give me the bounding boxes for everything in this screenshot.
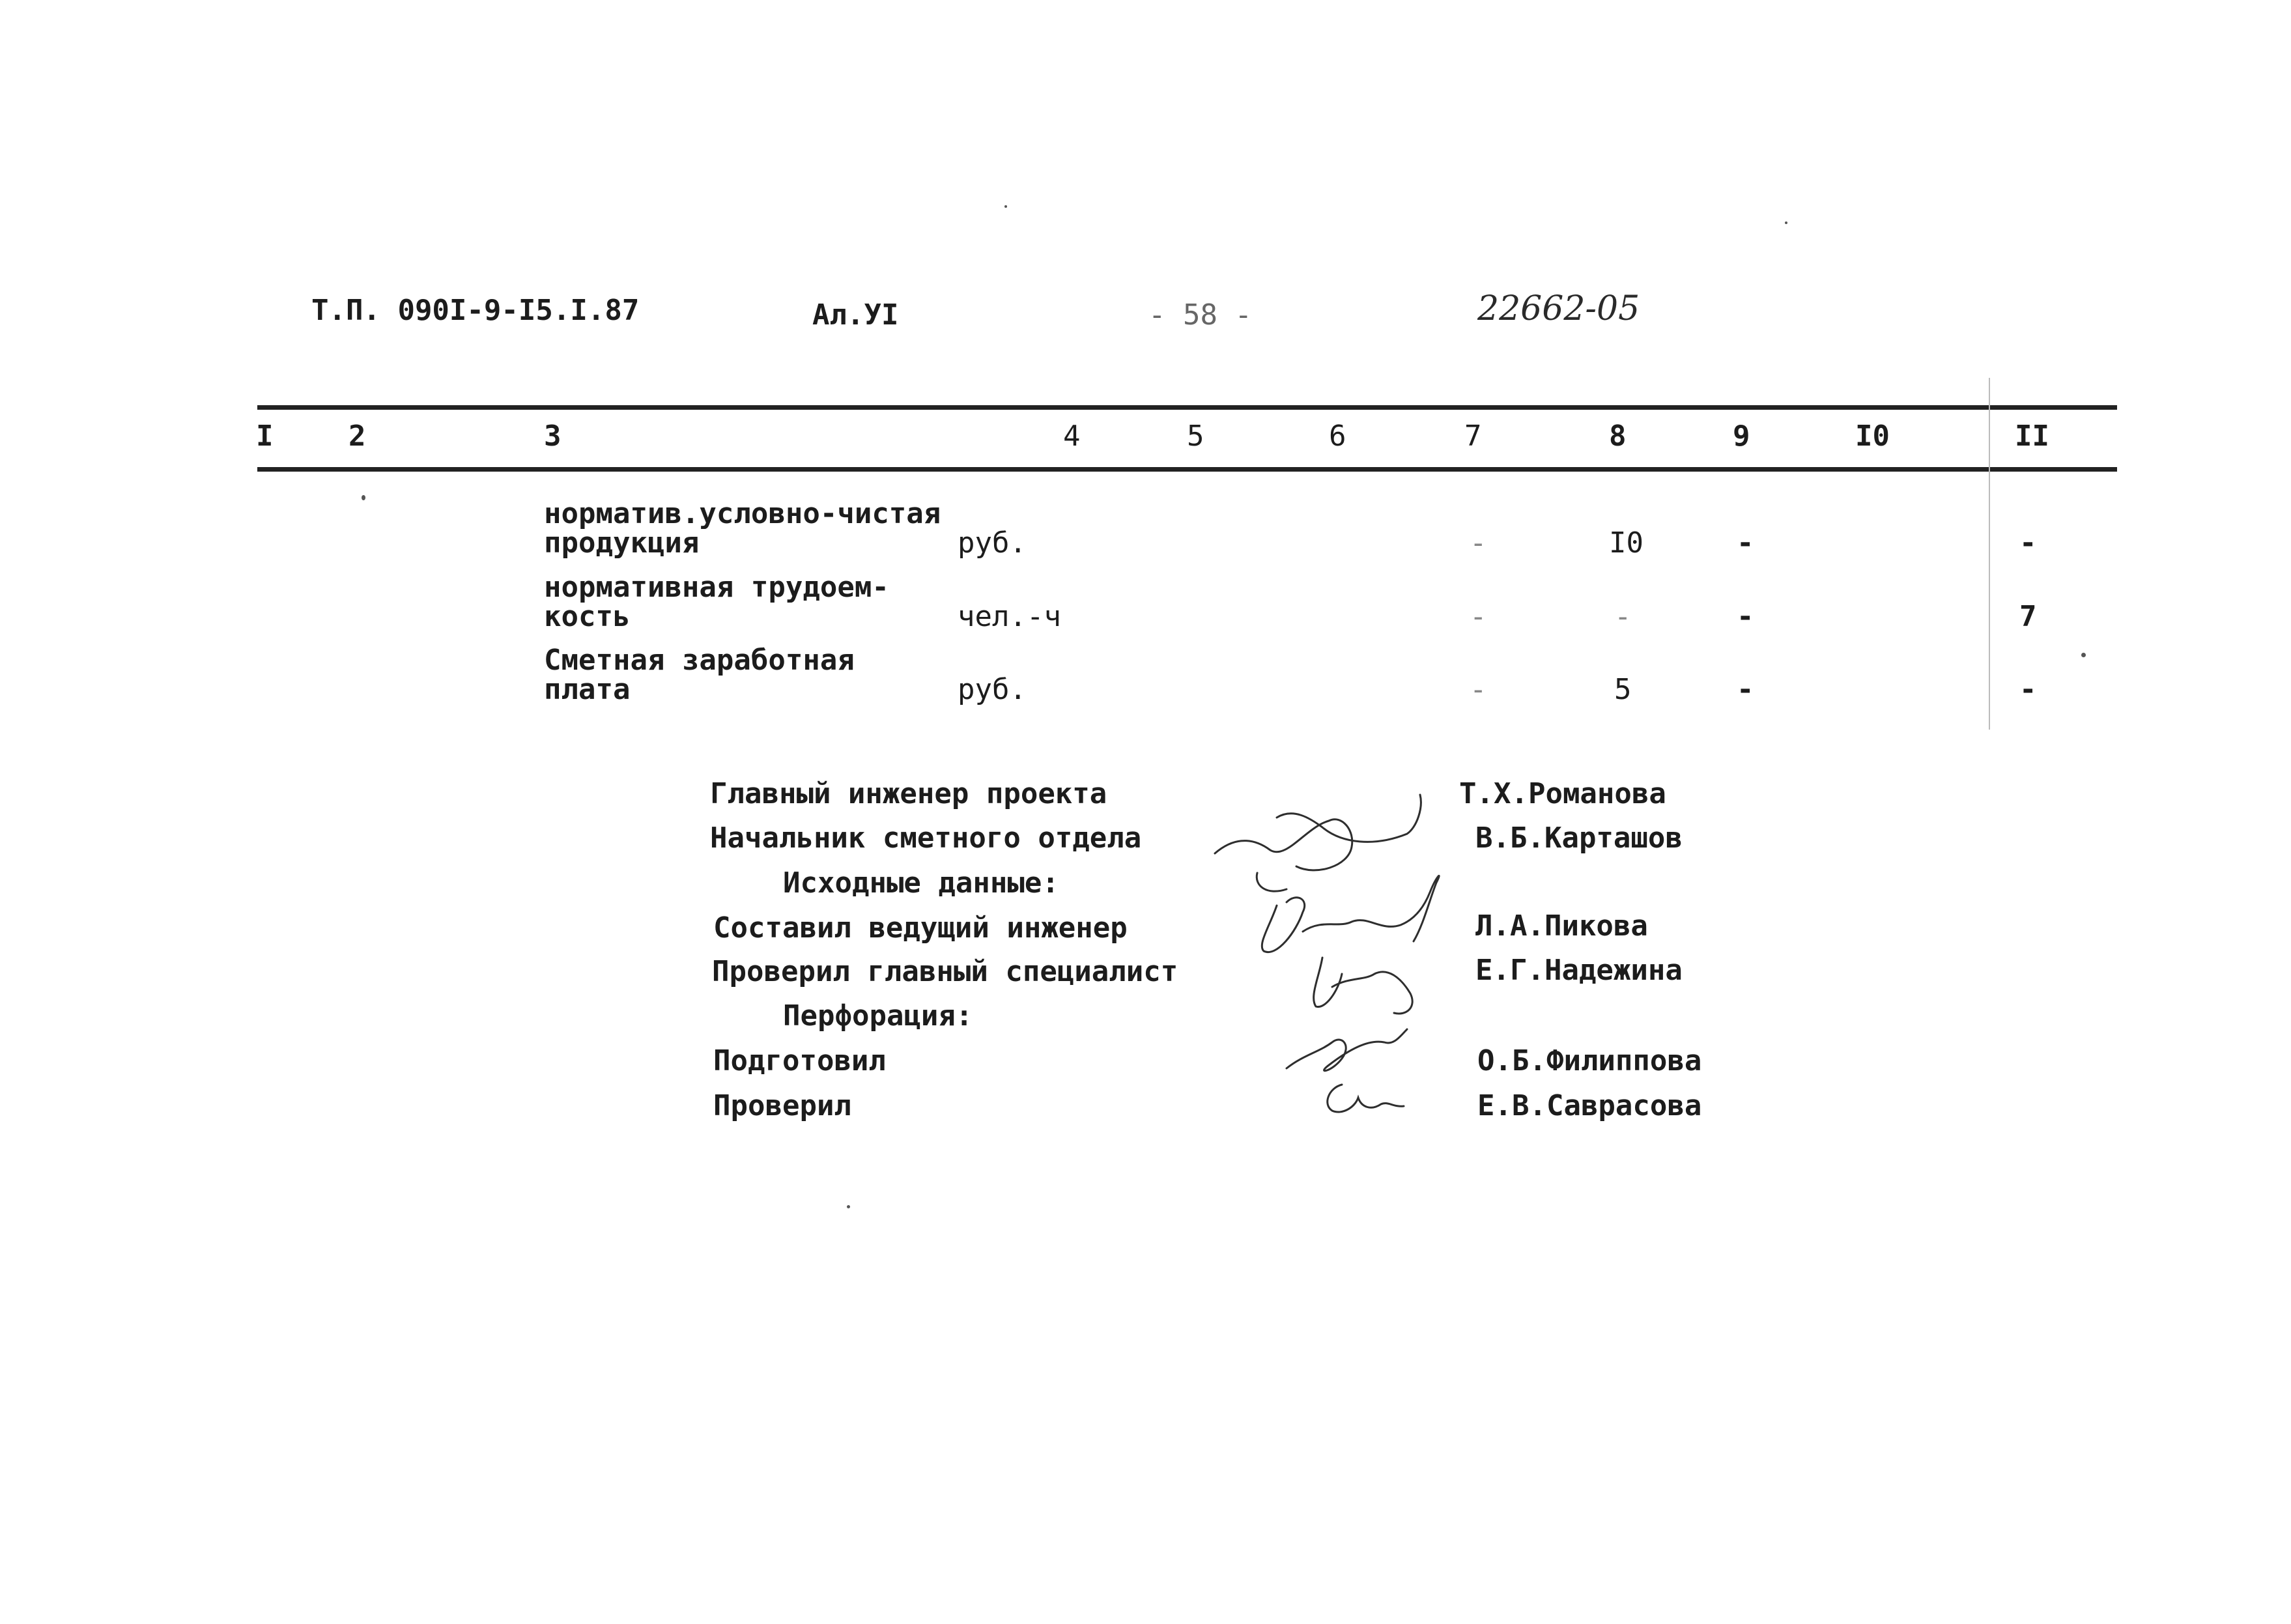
signature-name: Л.А.Пикова bbox=[1475, 909, 1648, 943]
row-col8: 5 bbox=[1614, 673, 1632, 706]
signature-role: Проверил главный специалист bbox=[712, 955, 1178, 988]
row-name-line1: Сметная заработная bbox=[544, 644, 855, 677]
col-header-6: 6 bbox=[1329, 420, 1346, 453]
project-code: Т.П. 090I-9-I5.I.87 bbox=[311, 294, 640, 327]
col-header-7: 7 bbox=[1464, 420, 1482, 453]
row-col11: - bbox=[2019, 526, 2037, 560]
signature-role: Проверил bbox=[713, 1089, 851, 1122]
scan-speck bbox=[1004, 205, 1007, 208]
row-name-line2: плата bbox=[544, 673, 631, 706]
col-header-2: 2 bbox=[349, 420, 366, 453]
row-col8: - bbox=[1614, 600, 1632, 633]
col-header-10: I0 bbox=[1855, 420, 1890, 453]
section-heading: Исходные данные: bbox=[783, 866, 1059, 900]
handwritten-signature-4 bbox=[1287, 1029, 1407, 1071]
row-name-line1: норматив.условно-чистая bbox=[544, 497, 941, 530]
col-header-9: 9 bbox=[1733, 420, 1750, 453]
page-number: - 58 - bbox=[1148, 298, 1252, 332]
handwritten-signature-3 bbox=[1314, 958, 1413, 1014]
scan-speck bbox=[2081, 653, 2086, 657]
signature-role: Составил ведущий инженер bbox=[713, 911, 1128, 945]
signature-name: Т.Х.Романова bbox=[1459, 777, 1666, 810]
signature-role: Начальник сметного отдела bbox=[710, 821, 1142, 855]
section-heading: Перфорация: bbox=[783, 999, 973, 1033]
row-name-line2: кость bbox=[544, 600, 631, 633]
scan-speck bbox=[1785, 221, 1787, 224]
col-header-3: 3 bbox=[544, 420, 562, 453]
row-unit: чел.-ч bbox=[958, 600, 1061, 633]
row-col11: 7 bbox=[2019, 600, 2037, 633]
archive-number: 22662-05 bbox=[1477, 289, 1640, 328]
row-name-line2: продукция bbox=[544, 526, 700, 560]
col-header-4: 4 bbox=[1063, 420, 1081, 453]
col-header-8: 8 bbox=[1609, 420, 1627, 453]
row-col9: - bbox=[1737, 526, 1754, 560]
col-header-5: 5 bbox=[1187, 420, 1204, 453]
scan-speck bbox=[847, 1205, 850, 1208]
row-col11: - bbox=[2019, 673, 2037, 706]
handwritten-signature-5 bbox=[1328, 1085, 1404, 1112]
signature-name: Е.В.Саврасова bbox=[1477, 1089, 1702, 1122]
signature-name: В.Б.Карташов bbox=[1475, 821, 1683, 855]
row-name-line1: нормативная трудоем- bbox=[544, 571, 889, 604]
handwritten-signature-2 bbox=[1262, 876, 1439, 952]
handwritten-signature-1 bbox=[1215, 795, 1421, 891]
signature-name: Е.Г.Надежина bbox=[1475, 954, 1683, 987]
row-col7: - bbox=[1470, 673, 1487, 706]
row-col7: - bbox=[1470, 600, 1487, 633]
row-unit: руб. bbox=[958, 673, 1027, 706]
album-label: Ал.УI bbox=[812, 298, 899, 332]
col-header-11: II bbox=[2015, 420, 2049, 453]
row-col8: I0 bbox=[1609, 526, 1644, 560]
scan-speck bbox=[362, 495, 365, 500]
row-col9: - bbox=[1737, 600, 1754, 633]
row-col7: - bbox=[1470, 526, 1487, 560]
signature-name: О.Б.Филиппова bbox=[1477, 1044, 1702, 1077]
signature-role: Подготовил bbox=[713, 1044, 886, 1077]
row-unit: руб. bbox=[958, 526, 1027, 560]
col-header-1: I bbox=[256, 420, 274, 453]
signature-role: Главный инженер проекта bbox=[710, 777, 1107, 810]
row-col9: - bbox=[1737, 673, 1754, 706]
